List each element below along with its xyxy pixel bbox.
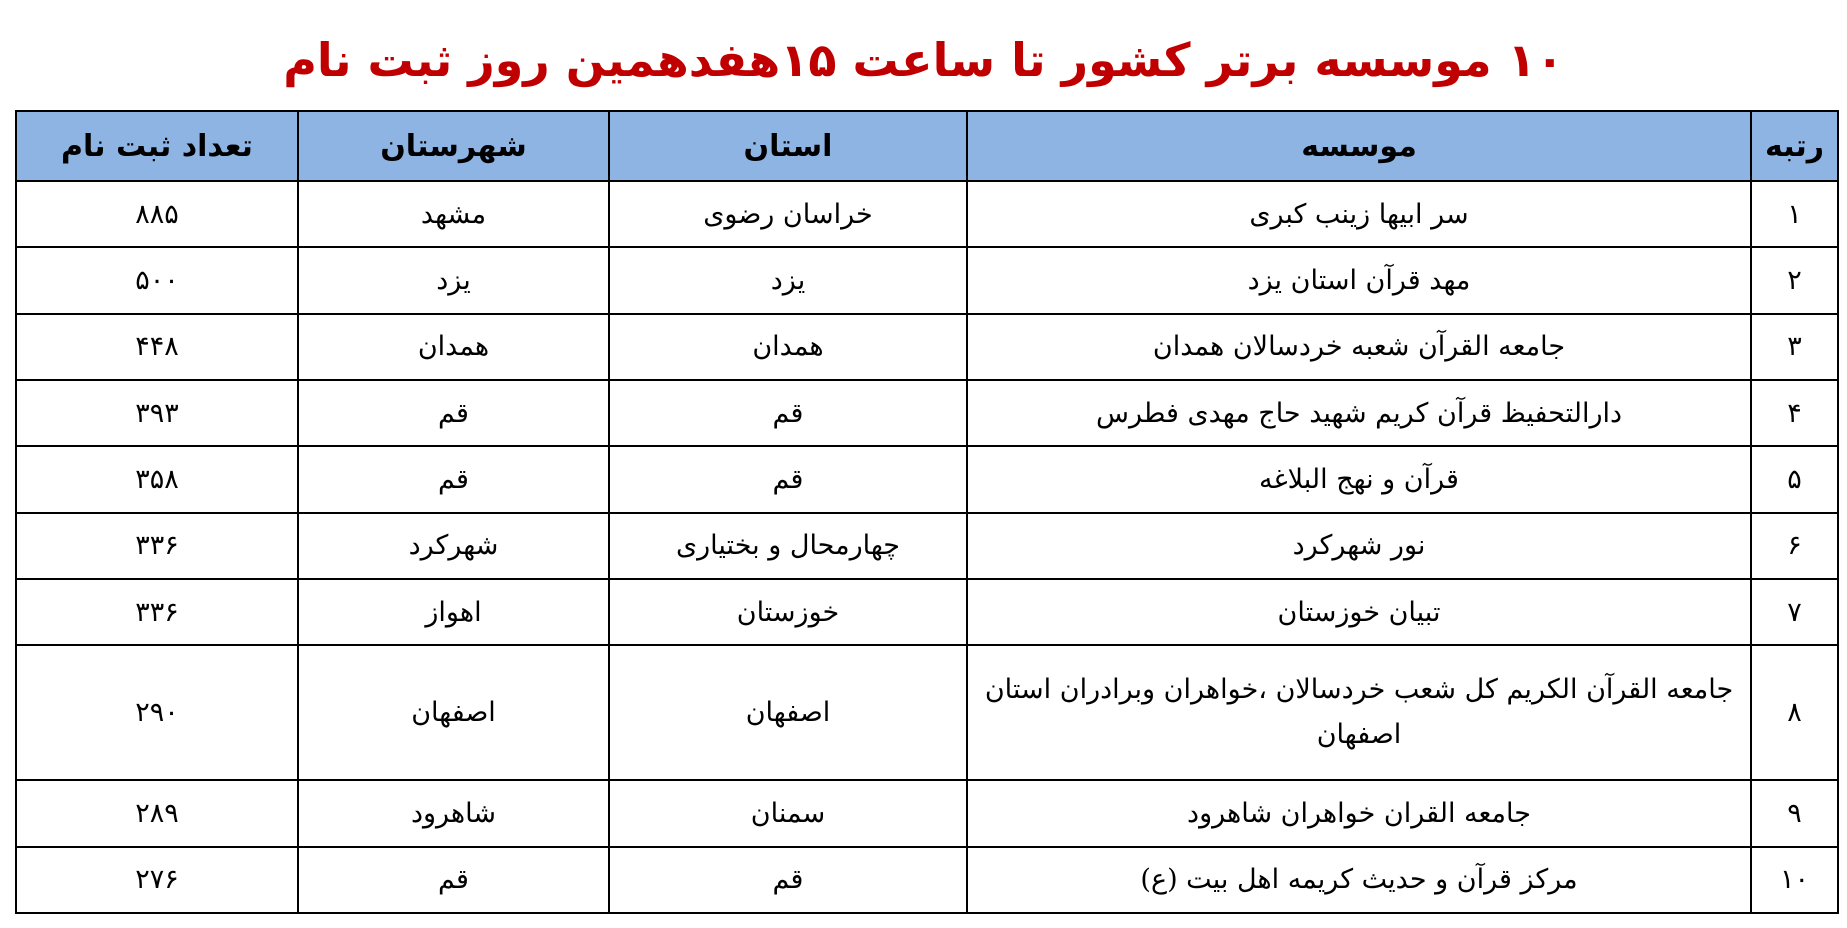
count-cell: ۳۳۶	[16, 513, 298, 579]
table-row	[16, 780, 1838, 846]
count-cell: ۳۹۳	[16, 380, 298, 446]
rank-cell: ۹	[1751, 780, 1838, 846]
count-cell: ۵۰۰	[16, 247, 298, 313]
header-row	[16, 111, 1838, 181]
city-cell: یزد	[298, 247, 609, 313]
count-cell: ۲۷۶	[16, 847, 298, 913]
column-header-institution: موسسه	[967, 111, 1751, 181]
table-row	[16, 579, 1838, 645]
institution-cell: سر ابیها زینب کبری	[967, 181, 1751, 247]
table-row	[16, 847, 1838, 913]
city-cell: قم	[298, 446, 609, 512]
institution-cell: تبیان خوزستان	[967, 579, 1751, 645]
institution-cell: قرآن و نهج البلاغه	[967, 446, 1751, 512]
table-row	[16, 181, 1838, 247]
city-cell: قم	[298, 847, 609, 913]
province-cell: سمنان	[609, 780, 967, 846]
city-cell: قم	[298, 380, 609, 446]
count-cell: ۲۹۰	[16, 645, 298, 780]
institution-cell: مرکز قرآن و حدیث کریمه اهل بیت (ع)	[967, 847, 1751, 913]
page-title: ۱۰ موسسه برتر کشور تا ساعت ۱۵هفدهمین روز ثبت نام	[283, 33, 1564, 87]
table-row	[16, 247, 1838, 313]
province-cell: چهارمحال و بختیاری	[609, 513, 967, 579]
city-cell: اهواز	[298, 579, 609, 645]
institution-cell: جامعه القرآن شعبه خردسالان همدان	[967, 314, 1751, 380]
rank-cell: ۲	[1751, 247, 1838, 313]
city-cell: شاهرود	[298, 780, 609, 846]
province-cell: همدان	[609, 314, 967, 380]
province-cell: خوزستان	[609, 579, 967, 645]
city-cell: مشهد	[298, 181, 609, 247]
table-row	[16, 513, 1838, 579]
rank-cell: ۱۰	[1751, 847, 1838, 913]
count-cell: ۸۸۵	[16, 181, 298, 247]
city-cell: همدان	[298, 314, 609, 380]
province-cell: یزد	[609, 247, 967, 313]
table-row	[16, 380, 1838, 446]
table-row	[16, 314, 1838, 380]
province-cell: اصفهان	[609, 645, 967, 780]
rank-cell: ۸	[1751, 645, 1838, 780]
institution-cell: دارالتحفیظ قرآن کریم شهید حاج مهدی فطرس	[967, 380, 1751, 446]
ranking-table	[15, 110, 1839, 914]
table-row	[16, 446, 1838, 512]
rank-cell: ۱	[1751, 181, 1838, 247]
rank-cell: ۳	[1751, 314, 1838, 380]
column-header-count: تعداد ثبت نام	[16, 111, 298, 181]
province-cell: قم	[609, 446, 967, 512]
city-cell: اصفهان	[298, 645, 609, 780]
province-cell: قم	[609, 380, 967, 446]
city-cell: شهرکرد	[298, 513, 609, 579]
column-header-city: شهرستان	[298, 111, 609, 181]
count-cell: ۳۳۶	[16, 579, 298, 645]
count-cell: ۲۸۹	[16, 780, 298, 846]
table-row	[16, 645, 1838, 780]
column-header-province: استان	[609, 111, 967, 181]
institution-cell: نور شهرکرد	[967, 513, 1751, 579]
institution-cell: جامعه القران خواهران شاهرود	[967, 780, 1751, 846]
rank-cell: ۷	[1751, 579, 1838, 645]
province-cell: خراسان رضوی	[609, 181, 967, 247]
rank-cell: ۴	[1751, 380, 1838, 446]
institution-cell: مهد قرآن استان یزد	[967, 247, 1751, 313]
count-cell: ۳۵۸	[16, 446, 298, 512]
institution-cell: جامعه القرآن الکریم کل شعب خردسالان ،خواهران وبرادران استان اصفهان	[967, 645, 1751, 780]
rank-cell: ۵	[1751, 446, 1838, 512]
province-cell: قم	[609, 847, 967, 913]
count-cell: ۴۴۸	[16, 314, 298, 380]
rank-cell: ۶	[1751, 513, 1838, 579]
column-header-rank: رتبه	[1751, 111, 1838, 181]
